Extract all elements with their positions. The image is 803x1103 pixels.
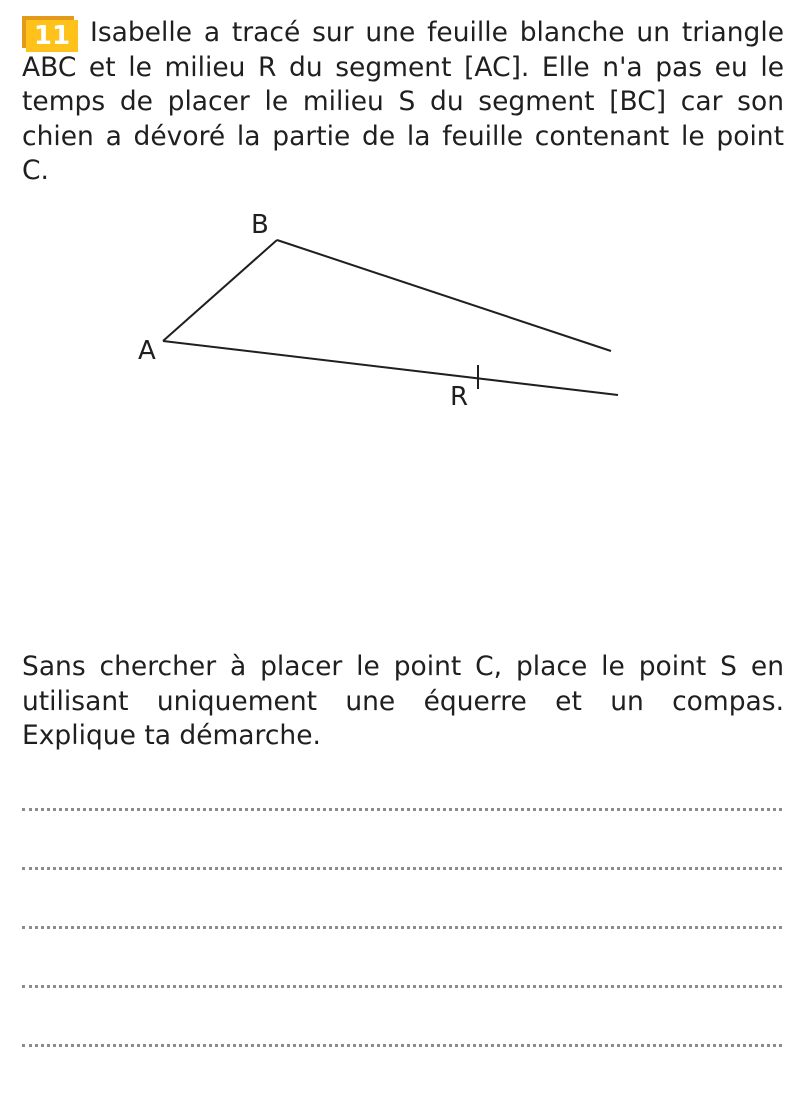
segment-ac-partial [163, 341, 618, 395]
label-b: B [251, 210, 269, 240]
triangle-figure [0, 195, 803, 435]
answer-line[interactable] [22, 926, 782, 929]
exercise-number-badge [22, 16, 78, 52]
exercise-number: 11 [26, 20, 78, 52]
segment-ab [163, 240, 277, 341]
answer-line[interactable] [22, 1044, 782, 1047]
segment-bc-partial [277, 240, 611, 351]
exercise-header [22, 16, 784, 189]
question-text: Sans chercher à placer le point C, place le point S en utilisant uniquement une équerre et un compas. Explique ta démarche. [22, 651, 784, 751]
answer-line[interactable] [22, 985, 782, 988]
answer-area[interactable] [22, 808, 782, 1103]
exercise-statement: Isabelle a tracé sur une feuille blanche un triangle ABC et le milieu R du segment [AC]. Elle n'a pas eu le temps de placer le milieu S du segment [BC] car son chien a dévoré la partie de la feuille contenant le point C. [22, 17, 784, 186]
answer-line[interactable] [22, 808, 782, 811]
label-r: R [450, 382, 469, 412]
answer-line[interactable] [22, 867, 782, 870]
label-a: A [138, 336, 156, 366]
